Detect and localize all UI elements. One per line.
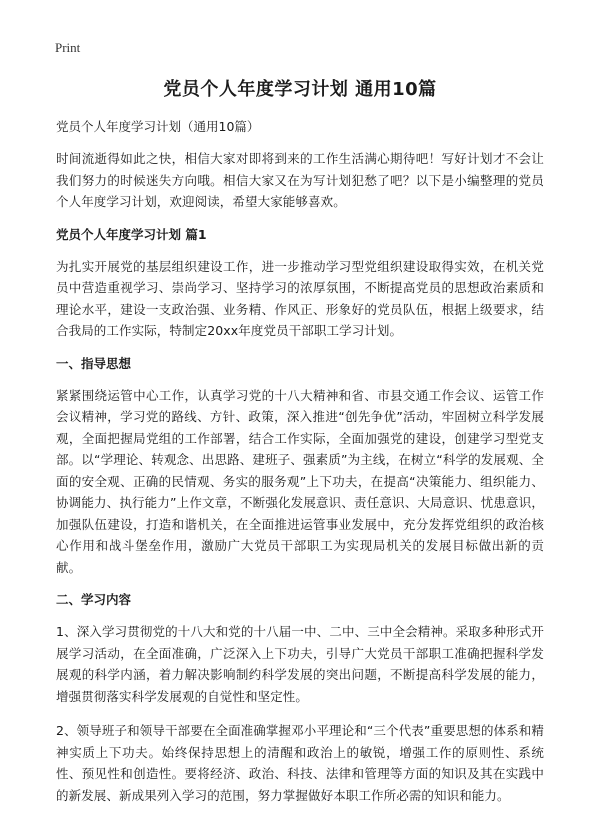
print-label: Print [55,40,81,55]
study-content-item-1: 1、深入学习贯彻党的十八大和党的十八届一中、二中、三中全会精神。采取多种形式开展学习活动，在全面准确，广泛深入上下功夫，引导广大党员干部职工准确把握科学发展观的科学内涵，着力解决影响制约科学发展的突出问题，不断提高科学发展的能力，增强贯彻落实科学发展观的自觉性和坚定性。 [56,624,544,704]
section-heading-study-content: 二、学习内容 [56,592,132,607]
study-content-item-2: 2、领导班子和领导干部要在全面准确掌握邓小平理论和“三个代表”重要思想的体系和精神实质上下功夫。始终保持思想上的清醒和政治上的敏锐，增强工作的原则性、系统性、预见性和创造性。要将经济、政治、科技、法律和管理等方面的知识及其在实践中的新发展、新成果列入学习的范围，努力掌握做好本职工作所必需的知识和能力。 [56,723,544,803]
intro-paragraph: 时间流逝得如此之快，相信大家对即将到来的工作生活满心期待吧！写好计划才不会让我们努力的时候迷失方向哦。相信大家又在为写计划犯愁了吧？以下是小编整理的党员个人年度学习计划，欢迎阅读，希望大家能够喜欢。 [56,151,544,209]
document-title: 党员个人年度学习计划 通用10篇 [163,79,437,100]
guiding-ideology-paragraph: 紧紧围绕运管中心工作，认真学习党的十八大精神和省、市县交通工作会议、运管工作会议精神，学习党的路线、方针、政策，深入推进“创先争优”活动，牢固树立科学发展观，全面把握局党组的工作部署，结合工作实际，全面加强党的建设，创建学习型党支部。以“学理论、转观念、出思路、建班子、强素质”为主线，在树立“科学的发展观、全面的安全观、正确的民情观、务实的服务观”上下功夫，在提高“决策能力、组织能力、协调能力、执行能力”上作文章，不断强化发展意识、责任意识、大局意识、忧患意识，加强队伍建设，打造和谐机关，在全面推进运管事业发展中，充分发挥党组织的政治核心作用和战斗堡垒作用，激励广大党员干部职工为实现局机关的发展目标做出新的贡献。 [56,387,544,575]
section-heading-guiding-ideology: 一、指导思想 [56,355,132,371]
article-intro-paragraph: 为扎实开展党的基层组织建设工作，进一步推动学习型党组织建设取得实效，在机关党员中营造重视学习、崇尚学习、坚持学习的浓厚氛围，不断提高党员的思想政治素质和理论水平，建设一支政治强、业务精、作风正、形象好的党员队伍，根据上级要求，结合我局的工作实际，特制定20xx年度党员干部职工学习计划。 [56,258,544,338]
document-subtitle: 党员个人年度学习计划（通用10篇） [56,119,260,134]
article-heading: 党员个人年度学习计划 篇1 [56,226,207,242]
